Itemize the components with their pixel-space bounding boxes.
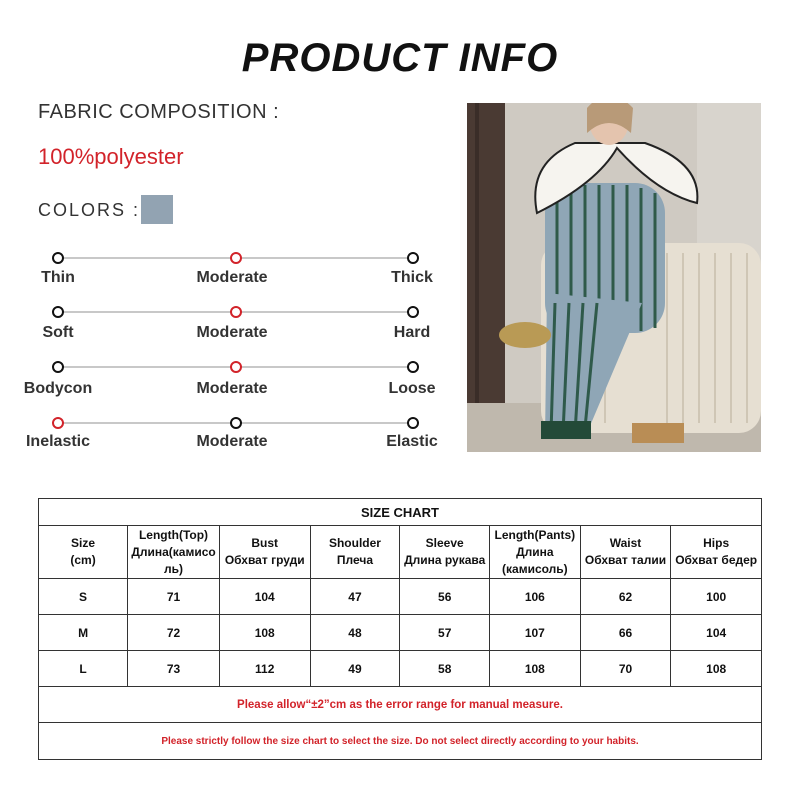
scale-label: Inelastic bbox=[25, 433, 91, 450]
table-cell: L bbox=[39, 651, 128, 687]
scale-line bbox=[58, 366, 413, 368]
table-cell: 58 bbox=[400, 651, 490, 687]
column-header-line: Обхват талии bbox=[584, 553, 667, 567]
scale-line bbox=[58, 422, 413, 424]
size-chart-table bbox=[38, 498, 762, 760]
scale-label: Moderate bbox=[196, 380, 268, 397]
table-cell: 72 bbox=[128, 615, 220, 651]
table-cell: 49 bbox=[310, 651, 400, 687]
fabric-composition-label: FABRIC COMPOSITION : bbox=[38, 101, 280, 123]
table-cell: 107 bbox=[489, 615, 580, 651]
page-title: PRODUCT INFO bbox=[241, 36, 559, 80]
column-header-line: Обхват груди bbox=[224, 553, 305, 567]
column-header-line: Size bbox=[71, 536, 96, 550]
scale-label: Loose bbox=[388, 380, 436, 397]
column-header-line: Hips bbox=[703, 536, 730, 550]
column-header bbox=[310, 526, 400, 579]
table-row bbox=[39, 579, 762, 615]
column-header-line: Длина(камисо bbox=[131, 544, 216, 559]
table-cell: M bbox=[39, 615, 128, 651]
column-header bbox=[671, 526, 762, 579]
scale-label: Soft bbox=[42, 324, 74, 341]
column-header-line: Bust bbox=[251, 536, 279, 550]
column-header bbox=[39, 526, 128, 579]
scale-dot[interactable] bbox=[407, 417, 419, 429]
column-header bbox=[489, 526, 580, 579]
table-cell: 62 bbox=[580, 579, 671, 615]
scale-dot[interactable] bbox=[52, 361, 64, 373]
scale-dot[interactable] bbox=[407, 361, 419, 373]
color-swatch[interactable] bbox=[141, 195, 173, 224]
table-cell: 106 bbox=[489, 579, 580, 615]
column-header-line: Shoulder bbox=[328, 536, 381, 550]
column-header-line: (камисоль) bbox=[502, 561, 568, 576]
column-header-line: Плеча bbox=[336, 553, 374, 567]
scale-dot-selected[interactable] bbox=[230, 252, 242, 264]
scale-line bbox=[58, 257, 413, 259]
model-in-striped-pajama-set-image bbox=[467, 103, 761, 452]
column-header-line: Sleeve bbox=[425, 536, 464, 550]
table-cell: 70 bbox=[580, 651, 671, 687]
table-cell: 71 bbox=[128, 579, 220, 615]
scale-label: Thick bbox=[391, 269, 433, 286]
scale-dot-selected[interactable] bbox=[230, 306, 242, 318]
scale-label: Moderate bbox=[196, 269, 268, 286]
size-selection-note: Please strictly follow the size chart to select the size. Do not select directly according to your habits. bbox=[39, 723, 762, 760]
scale-label: Bodycon bbox=[23, 380, 93, 397]
column-header-line: (cm) bbox=[70, 553, 96, 567]
size-chart-title: SIZE CHART bbox=[39, 499, 762, 526]
column-header bbox=[580, 526, 671, 579]
column-header-line: Length(Top) bbox=[138, 527, 209, 542]
colors-label: COLORS : bbox=[38, 200, 141, 220]
column-header-line: ль) bbox=[164, 561, 184, 576]
column-header-line: Length(Pants) bbox=[494, 527, 576, 542]
table-cell: 47 bbox=[310, 579, 400, 615]
measurement-error-note: Please allow“±2”cm as the error range for manual measure. bbox=[39, 687, 762, 723]
column-header bbox=[128, 526, 220, 579]
table-cell: 112 bbox=[219, 651, 310, 687]
scale-dot[interactable] bbox=[52, 252, 64, 264]
table-row bbox=[39, 615, 762, 651]
scale-label: Moderate bbox=[196, 433, 268, 450]
table-cell: S bbox=[39, 579, 128, 615]
table-cell: 100 bbox=[671, 579, 762, 615]
table-cell: 108 bbox=[489, 651, 580, 687]
scale-dot[interactable] bbox=[230, 417, 242, 429]
table-cell: 48 bbox=[310, 615, 400, 651]
scale-label: Thin bbox=[41, 269, 75, 286]
column-header-line: Длина bbox=[516, 544, 554, 559]
table-cell: 66 bbox=[580, 615, 671, 651]
table-cell: 108 bbox=[671, 651, 762, 687]
scale-label: Hard bbox=[393, 324, 431, 341]
table-cell: 108 bbox=[219, 615, 310, 651]
scale-line bbox=[58, 311, 413, 313]
table-cell: 56 bbox=[400, 579, 490, 615]
table-cell: 104 bbox=[671, 615, 762, 651]
scale-dot[interactable] bbox=[52, 306, 64, 318]
column-header-line: Длина рукава bbox=[404, 553, 486, 567]
scale-dot-selected[interactable] bbox=[52, 417, 64, 429]
scale-dot[interactable] bbox=[407, 252, 419, 264]
table-cell: 104 bbox=[219, 579, 310, 615]
table-row bbox=[39, 651, 762, 687]
scale-label: Moderate bbox=[196, 324, 268, 341]
table-cell: 73 bbox=[128, 651, 220, 687]
column-header-line: Обхват бедер bbox=[675, 553, 758, 567]
table-cell: 57 bbox=[400, 615, 490, 651]
scale-dot-selected[interactable] bbox=[230, 361, 242, 373]
column-header bbox=[219, 526, 310, 579]
scale-label: Elastic bbox=[386, 433, 438, 450]
product-photo bbox=[467, 103, 761, 452]
column-header bbox=[400, 526, 490, 579]
fabric-composition-value: 100%polyester bbox=[38, 144, 184, 169]
scale-dot[interactable] bbox=[407, 306, 419, 318]
column-header-line: Waist bbox=[609, 536, 642, 550]
